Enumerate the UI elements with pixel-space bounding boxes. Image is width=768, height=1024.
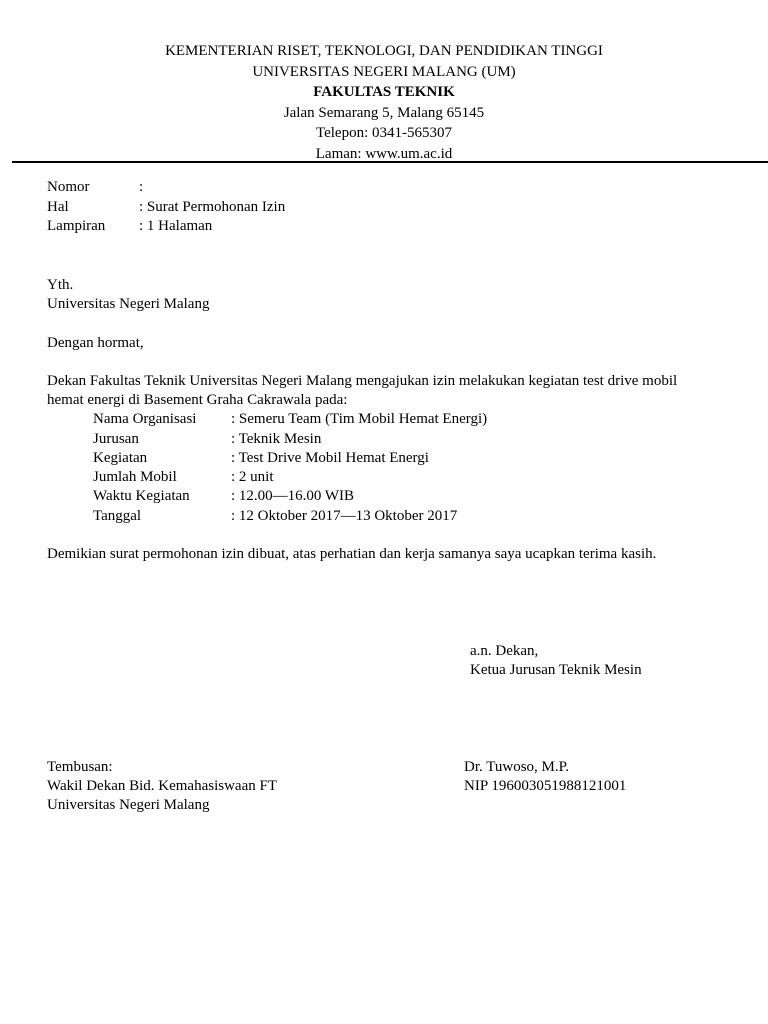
letterhead-divider (12, 161, 768, 163)
meta-value-hal: : Surat Permohonan Izin (139, 199, 286, 215)
detail-label: Kegiatan (93, 450, 148, 466)
meta-value-lampiran: : 1 Halaman (139, 218, 213, 234)
signatory-name: Dr. Tuwoso, M.P. (464, 759, 570, 775)
meta-value-nomor: : (139, 179, 144, 195)
website: Laman: www.um.ac.id (315, 145, 453, 162)
detail-value: : Teknik Mesin (231, 431, 322, 447)
letterhead (0, 41, 768, 164)
signatory-nip: NIP 196003051988121001 (464, 778, 627, 794)
meta-label-lampiran: Lampiran (47, 218, 106, 234)
recipient-salutation: Yth. (47, 277, 74, 293)
detail-value: : 2 unit (231, 469, 274, 485)
ministry-name: KEMENTERIAN RISET, TEKNOLOGI, DAN PENDIDIKAN TINGGI (165, 43, 603, 59)
detail-value: : 12.00—16.00 WIB (231, 488, 355, 504)
body-line-1: Dekan Fakultas Teknik Universitas Negeri Malang mengajukan izin melakukan kegiatan test drive mobil (47, 373, 678, 389)
address: Jalan Semarang 5, Malang 65145 (283, 104, 485, 121)
faculty-name: FAKULTAS TEKNIK (313, 84, 455, 100)
university-name: UNIVERSITAS NEGERI MALANG (UM) (252, 63, 516, 80)
closing-paragraph: Demikian surat permohonan izin dibuat, atas perhatian dan kerja samanya saya ucapkan terima kasih. (47, 546, 657, 562)
meta-label-hal: Hal (47, 199, 69, 215)
phone: Telepon: 0341-565307 (315, 125, 452, 141)
detail-value: : Test Drive Mobil Hemat Energi (231, 450, 429, 466)
meta-label-nomor: Nomor (47, 179, 90, 195)
cc-item: Universitas Negeri Malang (47, 797, 210, 813)
detail-label: Tanggal (93, 508, 142, 524)
signature-position: Ketua Jurusan Teknik Mesin (470, 662, 642, 678)
cc-item: Wakil Dekan Bid. Kemahasiswaan FT (47, 778, 277, 794)
detail-label: Jumlah Mobil (93, 469, 177, 485)
detail-value: : 12 Oktober 2017—13 Oktober 2017 (231, 508, 458, 524)
detail-label: Waktu Kegiatan (93, 488, 190, 504)
detail-value: : Semeru Team (Tim Mobil Hemat Energi) (231, 411, 488, 427)
detail-label: Nama Organisasi (93, 411, 197, 427)
recipient-name: Universitas Negeri Malang (47, 296, 210, 312)
greeting: Dengan hormat, (47, 335, 144, 351)
detail-label: Jurusan (93, 431, 139, 447)
cc-title: Tembusan: (47, 759, 113, 775)
signature-on-behalf: a.n. Dekan, (470, 643, 539, 659)
body-line-2: hemat energi di Basement Graha Cakrawala pada: (47, 392, 348, 408)
